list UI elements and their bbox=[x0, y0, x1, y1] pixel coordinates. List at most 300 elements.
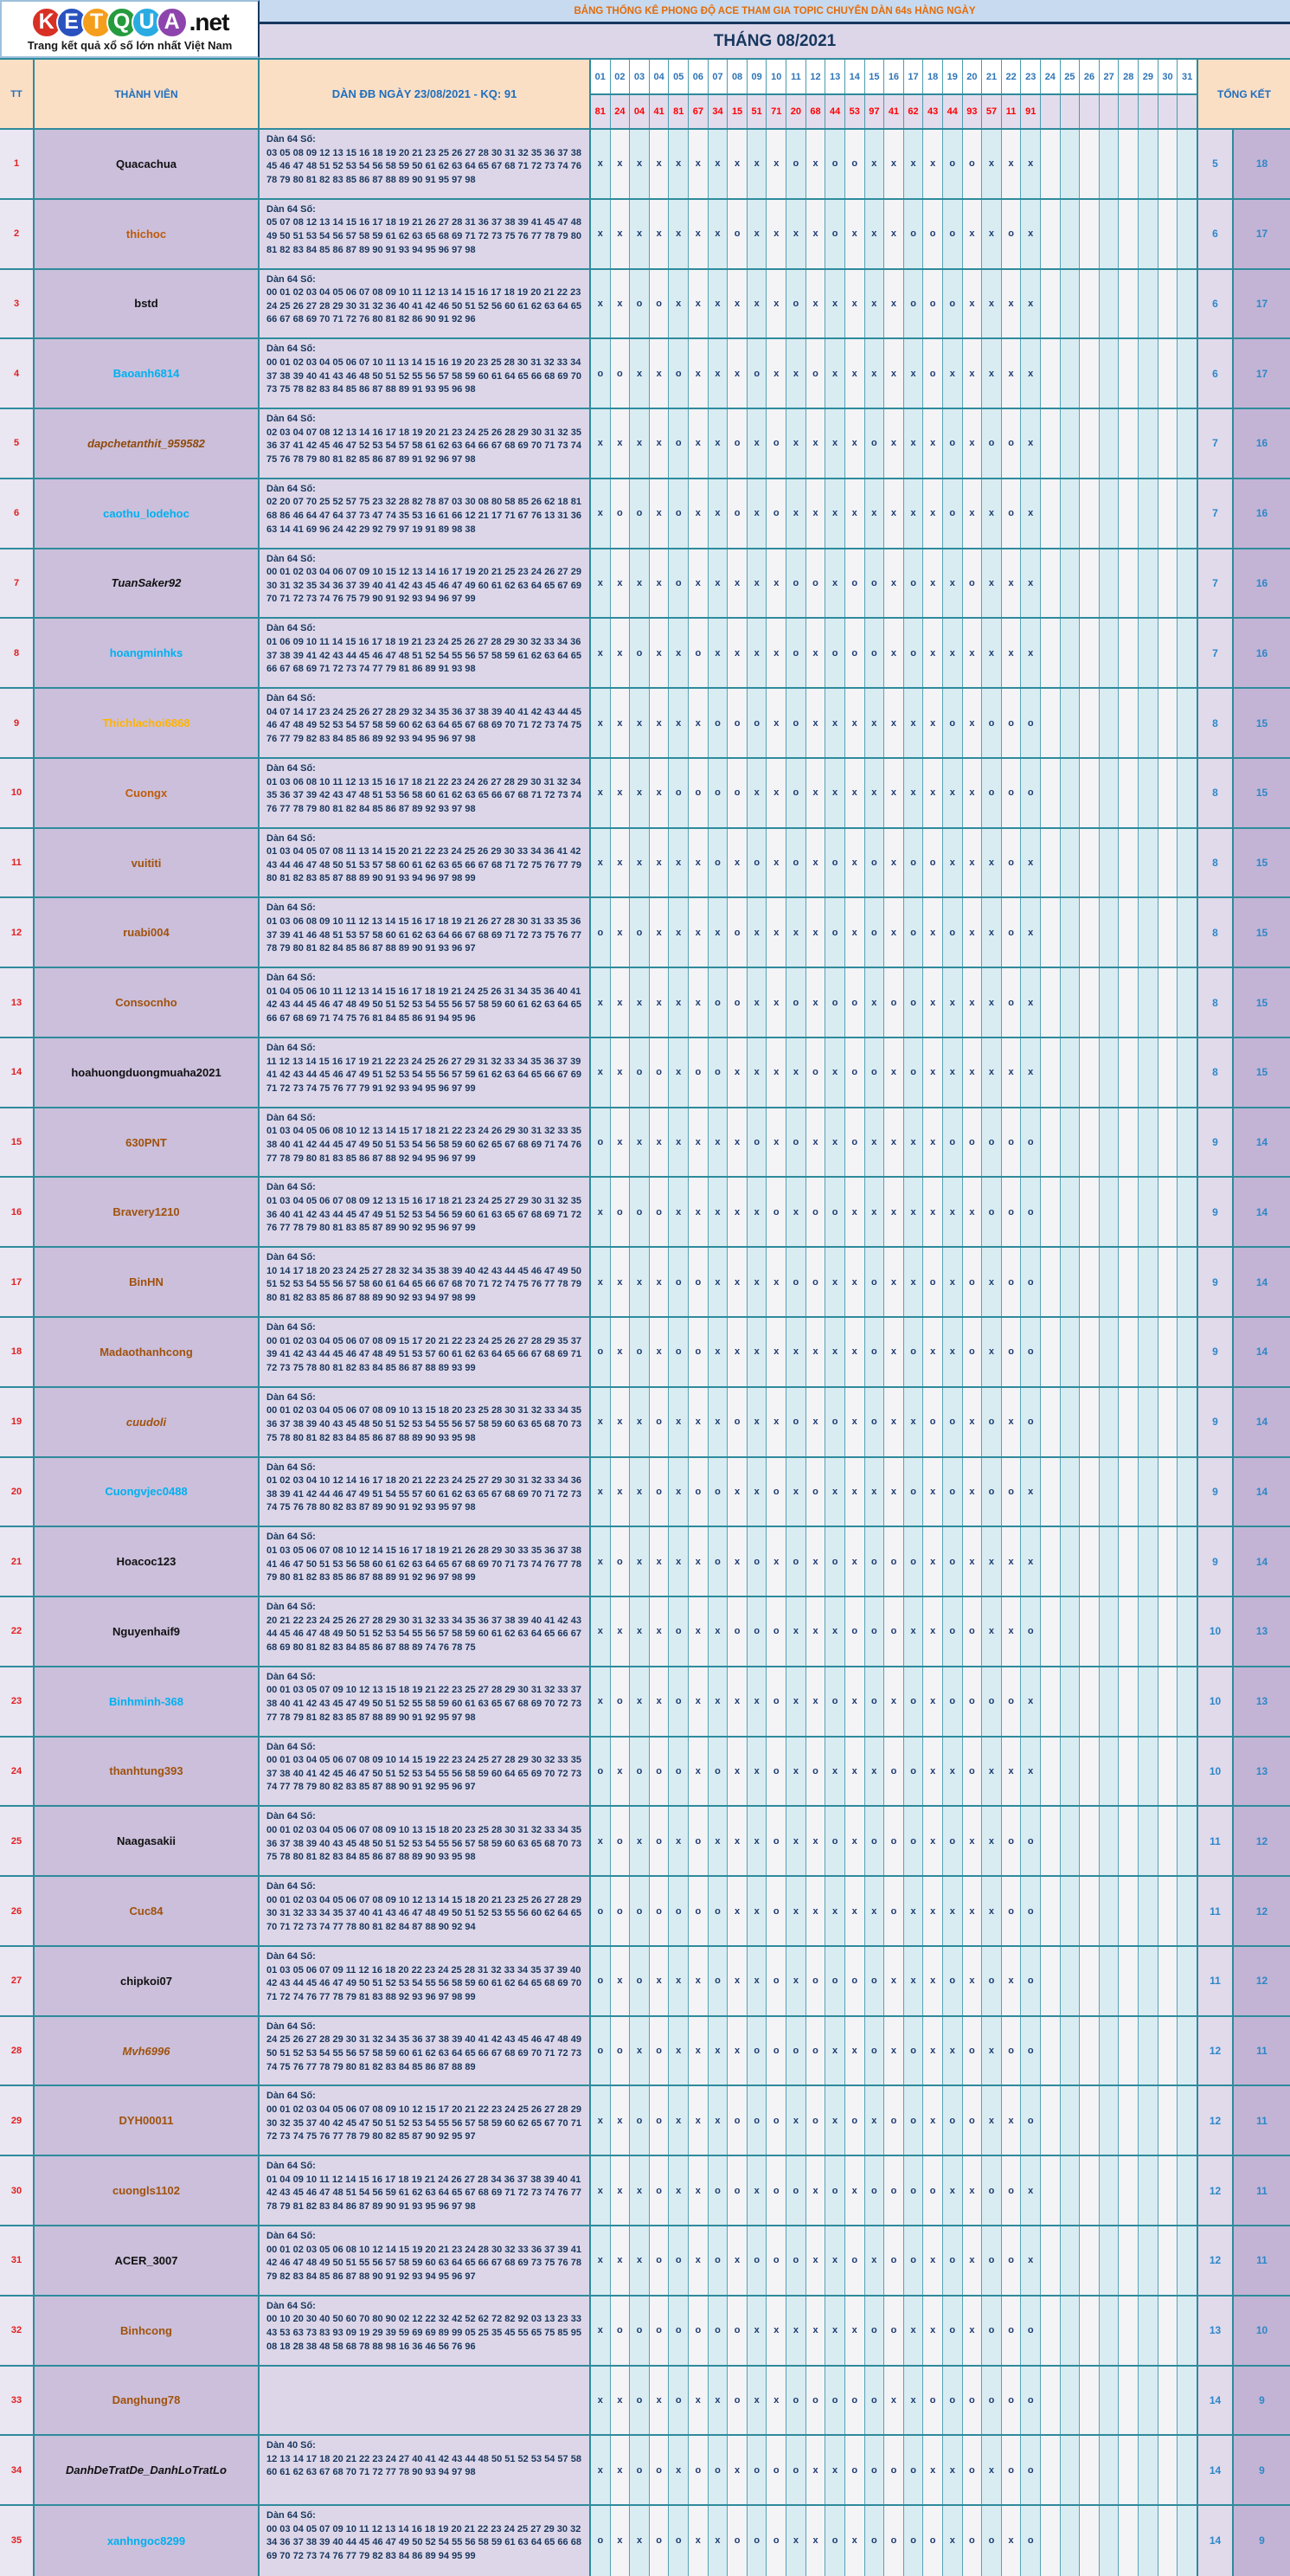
mark-cell: x bbox=[689, 1388, 709, 1456]
mark-cell: x bbox=[650, 1248, 670, 1316]
site-tagline: Trang kết quả xổ số lớn nhất Việt Nam bbox=[27, 38, 233, 52]
mark-cell: o bbox=[591, 1318, 611, 1386]
mark-cell bbox=[1061, 2436, 1081, 2504]
mark-cell: x bbox=[865, 270, 885, 338]
mark-cell: x bbox=[943, 1738, 963, 1806]
mark-cell bbox=[1041, 1318, 1061, 1386]
mark-cell: o bbox=[591, 2506, 611, 2576]
mark-cell: o bbox=[982, 1108, 1002, 1177]
mark-cell bbox=[1041, 619, 1061, 687]
total-hit: 15 bbox=[1234, 898, 1290, 967]
mark-cell: x bbox=[1021, 898, 1041, 967]
mark-cell: x bbox=[884, 1248, 904, 1316]
mark-cell bbox=[1080, 1248, 1100, 1316]
mark-cell: x bbox=[786, 1318, 806, 1386]
mark-cell bbox=[1119, 1388, 1139, 1456]
row-index: 32 bbox=[0, 2297, 35, 2365]
mark-cell: x bbox=[611, 1108, 631, 1177]
mark-cell bbox=[1080, 1738, 1100, 1806]
mark-cell: x bbox=[650, 1667, 670, 1736]
mark-cell: o bbox=[825, 1178, 845, 1246]
mark-cell: x bbox=[982, 829, 1002, 897]
mark-cell: x bbox=[630, 689, 650, 757]
mark-cell: x bbox=[630, 200, 650, 268]
mark-cell: o bbox=[1002, 1877, 1022, 1945]
mark-cell: o bbox=[963, 549, 983, 618]
day-result: 41 bbox=[650, 95, 670, 128]
mark-cell bbox=[1100, 1807, 1120, 1875]
mark-cell bbox=[1100, 898, 1120, 967]
mark-cell bbox=[1041, 1038, 1061, 1107]
mark-cell: o bbox=[650, 270, 670, 338]
mark-cell: x bbox=[709, 130, 728, 198]
table-body bbox=[0, 130, 1290, 2576]
mark-cell: x bbox=[806, 2436, 826, 2504]
mark-cell bbox=[1178, 2017, 1197, 2085]
month-title: THÁNG 08/2021 bbox=[260, 24, 1290, 58]
mark-cell: o bbox=[806, 1738, 826, 1806]
row-index: 35 bbox=[0, 2506, 35, 2576]
mark-cell: o bbox=[904, 968, 924, 1037]
dan-label: Dàn 64 Số: bbox=[266, 1322, 316, 1333]
total-miss: 8 bbox=[1198, 759, 1234, 827]
mark-cell: o bbox=[669, 1877, 689, 1945]
day-result bbox=[1041, 95, 1061, 128]
mark-cell bbox=[1080, 619, 1100, 687]
mark-cell: x bbox=[806, 479, 826, 548]
mark-cell: o bbox=[982, 689, 1002, 757]
dan-cell bbox=[260, 1318, 591, 1386]
mark-cell: o bbox=[669, 1738, 689, 1806]
mark-cell bbox=[1158, 2086, 1178, 2155]
mark-cell bbox=[1178, 2367, 1197, 2435]
mark-cell: x bbox=[689, 898, 709, 967]
mark-cell: x bbox=[1021, 130, 1041, 198]
mark-cell: x bbox=[591, 1178, 611, 1246]
mark-cell: o bbox=[611, 479, 631, 548]
mark-cell: x bbox=[884, 1178, 904, 1246]
table-row bbox=[0, 270, 1290, 340]
day-result: 51 bbox=[748, 95, 767, 128]
mark-cell: o bbox=[748, 829, 767, 897]
mark-cell: o bbox=[982, 1388, 1002, 1456]
mark-cell: x bbox=[806, 1807, 826, 1875]
table-row bbox=[0, 200, 1290, 270]
mark-cell bbox=[1158, 1597, 1178, 1666]
mark-cell: x bbox=[591, 689, 611, 757]
mark-cell: o bbox=[689, 1807, 709, 1875]
mark-cell bbox=[1119, 1458, 1139, 1526]
mark-cell: o bbox=[709, 1877, 728, 1945]
mark-cell: o bbox=[591, 1947, 611, 2015]
mark-cell bbox=[1178, 1108, 1197, 1177]
mark-cell bbox=[1119, 130, 1139, 198]
mark-cell: o bbox=[825, 619, 845, 687]
mark-cell: o bbox=[806, 2367, 826, 2435]
total-hit: 14 bbox=[1234, 1458, 1290, 1526]
total-miss: 8 bbox=[1198, 968, 1234, 1037]
dan-cell bbox=[260, 2017, 591, 2085]
table-row bbox=[0, 1597, 1290, 1667]
mark-cell: x bbox=[611, 2367, 631, 2435]
total-hit: 14 bbox=[1234, 1178, 1290, 1246]
mark-cell: o bbox=[709, 968, 728, 1037]
mark-cell bbox=[1080, 1388, 1100, 1456]
member-name bbox=[35, 1738, 260, 1806]
mark-cell: o bbox=[650, 1738, 670, 1806]
mark-cell: x bbox=[786, 898, 806, 967]
total-miss: 9 bbox=[1198, 1527, 1234, 1596]
mark-cell bbox=[1178, 968, 1197, 1037]
mark-cell bbox=[1139, 2226, 1158, 2295]
dan-cell bbox=[260, 1877, 591, 1945]
row-index: 30 bbox=[0, 2156, 35, 2225]
mark-cell bbox=[1061, 1178, 1081, 1246]
day-marks bbox=[591, 270, 1198, 338]
mark-cell: x bbox=[1021, 270, 1041, 338]
mark-cell bbox=[1061, 1738, 1081, 1806]
dan-numbers: 01 06 09 10 11 14 15 16 17 18 19 21 23 24 25 26 27 28 29 30 32 33 34 36 37 38 39 41 42 43 44 45 46 47 48 51 52 54 55 56 57 58 59 61 62 63 64 65 66 67 68 69 71 72 73 74 77 79 81 86 89 91 93 98 bbox=[266, 636, 581, 675]
row-index: 29 bbox=[0, 2086, 35, 2155]
mark-cell bbox=[1178, 829, 1197, 897]
mark-cell: o bbox=[728, 200, 748, 268]
member-name bbox=[35, 1667, 260, 1736]
mark-cell bbox=[1080, 1527, 1100, 1596]
mark-cell: x bbox=[709, 619, 728, 687]
mark-cell bbox=[1178, 1318, 1197, 1386]
mark-cell: x bbox=[845, 898, 865, 967]
mark-cell: o bbox=[767, 1667, 786, 1736]
mark-cell: x bbox=[689, 1178, 709, 1246]
total-hit: 14 bbox=[1234, 1388, 1290, 1456]
mark-cell: x bbox=[728, 2436, 748, 2504]
mark-cell bbox=[1178, 339, 1197, 408]
mark-cell: x bbox=[943, 549, 963, 618]
mark-cell: x bbox=[669, 270, 689, 338]
mark-cell bbox=[1139, 1947, 1158, 2015]
mark-cell: x bbox=[669, 829, 689, 897]
member-name bbox=[35, 130, 260, 198]
mark-cell: x bbox=[884, 549, 904, 618]
mark-cell: x bbox=[845, 2156, 865, 2225]
mark-cell: x bbox=[884, 689, 904, 757]
day-result bbox=[1100, 95, 1120, 128]
row-index: 34 bbox=[0, 2436, 35, 2504]
member-name-text: Quacachua bbox=[115, 157, 177, 170]
mark-cell: x bbox=[1002, 1038, 1022, 1107]
mark-cell: x bbox=[884, 479, 904, 548]
mark-cell: o bbox=[689, 1318, 709, 1386]
mark-cell: x bbox=[669, 1038, 689, 1107]
mark-cell bbox=[1100, 409, 1120, 478]
mark-cell: x bbox=[689, 2506, 709, 2576]
mark-cell: x bbox=[943, 1248, 963, 1316]
mark-cell bbox=[1119, 2367, 1139, 2435]
mark-cell: x bbox=[591, 1527, 611, 1596]
member-name bbox=[35, 1318, 260, 1386]
day-marks bbox=[591, 759, 1198, 827]
mark-cell: x bbox=[728, 1877, 748, 1945]
mark-cell bbox=[1041, 1108, 1061, 1177]
mark-cell: x bbox=[806, 200, 826, 268]
mark-cell bbox=[1178, 898, 1197, 967]
mark-cell: x bbox=[630, 1248, 650, 1316]
mark-cell: o bbox=[806, 2017, 826, 2085]
mark-cell: o bbox=[865, 1038, 885, 1107]
mark-cell: o bbox=[963, 1318, 983, 1386]
mark-cell: x bbox=[884, 409, 904, 478]
mark-cell: o bbox=[689, 1038, 709, 1107]
day-header: 12 bbox=[806, 60, 826, 93]
table-row bbox=[0, 1807, 1290, 1877]
mark-cell: o bbox=[963, 1667, 983, 1736]
mark-cell: o bbox=[786, 2017, 806, 2085]
mark-cell bbox=[1080, 968, 1100, 1037]
mark-cell: x bbox=[884, 2017, 904, 2085]
mark-cell: o bbox=[904, 619, 924, 687]
mark-cell bbox=[1100, 1178, 1120, 1246]
mark-cell: o bbox=[904, 2086, 924, 2155]
mark-cell: o bbox=[923, 2367, 943, 2435]
day-marks bbox=[591, 1458, 1198, 1526]
mark-cell: x bbox=[884, 898, 904, 967]
mark-cell: x bbox=[591, 200, 611, 268]
mark-cell: x bbox=[689, 1108, 709, 1177]
mark-cell: o bbox=[1002, 1178, 1022, 1246]
dan-cell bbox=[260, 1947, 591, 2015]
mark-cell: x bbox=[709, 270, 728, 338]
mark-cell: x bbox=[611, 1248, 631, 1316]
day-result: 62 bbox=[904, 95, 924, 128]
mark-cell: o bbox=[806, 1458, 826, 1526]
mark-cell bbox=[1119, 1877, 1139, 1945]
mark-cell: x bbox=[786, 2086, 806, 2155]
mark-cell bbox=[1080, 2156, 1100, 2225]
dan-cell bbox=[260, 759, 591, 827]
mark-cell: x bbox=[825, 1038, 845, 1107]
site-logo[interactable] bbox=[0, 0, 260, 58]
day-result: 41 bbox=[884, 95, 904, 128]
logo-letters bbox=[31, 7, 229, 38]
mark-cell bbox=[1080, 898, 1100, 967]
mark-cell: x bbox=[825, 1108, 845, 1177]
mark-cell: o bbox=[709, 1738, 728, 1806]
mark-cell bbox=[1139, 1807, 1158, 1875]
dan-numbers: 00 10 20 30 40 50 60 70 80 90 02 12 22 32 42 52 62 72 82 92 03 13 23 33 43 53 63 73 83 93 09 19 29 39 59 69 69 89 99 05 25 35 45 55 65 75 85 95 08 18 28 38 48 58 68 78 88 98 16 36 46 56 76 96 bbox=[266, 2314, 581, 2352]
mark-cell: o bbox=[904, 1038, 924, 1107]
mark-cell: o bbox=[786, 2226, 806, 2295]
row-index: 7 bbox=[0, 549, 35, 618]
mark-cell: x bbox=[748, 1458, 767, 1526]
day-marks bbox=[591, 1038, 1198, 1107]
member-name-text: ruabi004 bbox=[123, 926, 170, 940]
row-index: 3 bbox=[0, 270, 35, 338]
mark-cell: x bbox=[845, 479, 865, 548]
mark-cell bbox=[1061, 2226, 1081, 2295]
mark-cell bbox=[1158, 829, 1178, 897]
mark-cell: x bbox=[748, 1877, 767, 1945]
mark-cell: x bbox=[786, 1947, 806, 2015]
mark-cell bbox=[1080, 409, 1100, 478]
table-row bbox=[0, 968, 1290, 1038]
mark-cell: x bbox=[884, 1038, 904, 1107]
mark-cell bbox=[1158, 1318, 1178, 1386]
mark-cell: o bbox=[630, 2436, 650, 2504]
mark-cell bbox=[1100, 1947, 1120, 2015]
member-name-text: Cuongvjec0488 bbox=[105, 1485, 188, 1499]
mark-cell bbox=[1119, 2226, 1139, 2295]
dan-numbers: 20 21 22 23 24 25 26 27 28 29 30 31 32 33 34 35 36 37 38 39 40 41 42 43 44 45 46 47 48 49 50 51 52 53 54 55 56 57 58 59 60 61 62 63 64 65 66 67 68 69 80 81 82 83 84 85 86 87 88 89 74 76 78 75 bbox=[266, 1615, 581, 1653]
total-hit: 18 bbox=[1234, 130, 1290, 198]
mark-cell: x bbox=[748, 619, 767, 687]
mark-cell: x bbox=[982, 1527, 1002, 1596]
row-index: 21 bbox=[0, 1527, 35, 1596]
mark-cell: x bbox=[689, 829, 709, 897]
mark-cell: x bbox=[748, 130, 767, 198]
mark-cell: o bbox=[1002, 759, 1022, 827]
mark-cell: x bbox=[709, 2017, 728, 2085]
member-name bbox=[35, 409, 260, 478]
mark-cell: x bbox=[923, 1667, 943, 1736]
mark-cell: o bbox=[786, 2436, 806, 2504]
mark-cell: x bbox=[748, 1947, 767, 2015]
mark-cell bbox=[1100, 339, 1120, 408]
total-hit: 14 bbox=[1234, 1318, 1290, 1386]
mark-cell: x bbox=[806, 689, 826, 757]
mark-cell: x bbox=[865, 1458, 885, 1526]
member-name bbox=[35, 1178, 260, 1246]
dan-label: Dàn 64 Số: bbox=[266, 1252, 316, 1263]
mark-cell: x bbox=[611, 2226, 631, 2295]
mark-cell: x bbox=[884, 759, 904, 827]
mark-cell: o bbox=[767, 2506, 786, 2576]
mark-cell bbox=[1119, 898, 1139, 967]
table-row bbox=[0, 1108, 1290, 1179]
mark-cell bbox=[1139, 130, 1158, 198]
mark-cell: x bbox=[630, 2506, 650, 2576]
mark-cell bbox=[1178, 2086, 1197, 2155]
mark-cell: x bbox=[650, 619, 670, 687]
total-miss: 9 bbox=[1198, 1318, 1234, 1386]
mark-cell: x bbox=[669, 2086, 689, 2155]
mark-cell bbox=[1041, 1738, 1061, 1806]
total-miss: 12 bbox=[1198, 2156, 1234, 2225]
member-name-text: vuititi bbox=[131, 856, 162, 870]
mark-cell: x bbox=[943, 2436, 963, 2504]
dan-numbers: 00 01 03 04 05 06 07 08 09 10 14 15 19 22 23 24 25 27 28 29 30 32 33 35 37 38 40 41 42 45 46 47 50 51 52 53 54 55 56 58 59 60 64 65 69 70 72 73 74 77 78 79 80 82 83 85 87 88 90 91 92 95 96 97 bbox=[266, 1755, 581, 1793]
mark-cell: x bbox=[630, 409, 650, 478]
total-hit: 17 bbox=[1234, 270, 1290, 338]
mark-cell: x bbox=[806, 1108, 826, 1177]
mark-cell: x bbox=[963, 898, 983, 967]
mark-cell: x bbox=[806, 2226, 826, 2295]
day-result: 97 bbox=[865, 95, 885, 128]
mark-cell bbox=[1100, 549, 1120, 618]
member-name bbox=[35, 898, 260, 967]
mark-cell: o bbox=[611, 1877, 631, 1945]
mark-cell: x bbox=[786, 1877, 806, 1945]
day-result: 24 bbox=[611, 95, 631, 128]
mark-cell bbox=[1061, 689, 1081, 757]
mark-cell bbox=[1041, 2297, 1061, 2365]
dan-label: Dàn 64 Số: bbox=[266, 1461, 316, 1473]
mark-cell: x bbox=[825, 1248, 845, 1316]
mark-cell: o bbox=[806, 1178, 826, 1246]
mark-cell: o bbox=[728, 1597, 748, 1666]
total-hit: 15 bbox=[1234, 689, 1290, 757]
mark-cell bbox=[1178, 2226, 1197, 2295]
mark-cell bbox=[1041, 2506, 1061, 2576]
dan-label: Dàn 64 Số: bbox=[266, 1112, 316, 1123]
mark-cell: o bbox=[728, 2506, 748, 2576]
mark-cell: x bbox=[825, 1738, 845, 1806]
mark-cell: x bbox=[689, 1947, 709, 2015]
mark-cell: o bbox=[845, 2086, 865, 2155]
mark-cell: o bbox=[728, 479, 748, 548]
mark-cell: x bbox=[884, 1947, 904, 2015]
mark-cell: o bbox=[963, 2017, 983, 2085]
mark-cell bbox=[1119, 339, 1139, 408]
mark-cell: o bbox=[963, 2086, 983, 2155]
mark-cell: o bbox=[748, 2436, 767, 2504]
logo-letter: T bbox=[81, 7, 112, 38]
mark-cell: x bbox=[884, 1318, 904, 1386]
mark-cell: x bbox=[767, 200, 786, 268]
member-name bbox=[35, 2367, 260, 2435]
mark-cell bbox=[1139, 1877, 1158, 1945]
mark-cell: o bbox=[728, 409, 748, 478]
mark-cell bbox=[1061, 1388, 1081, 1456]
mark-cell bbox=[1158, 200, 1178, 268]
mark-cell bbox=[1041, 1388, 1061, 1456]
table-row bbox=[0, 549, 1290, 620]
mark-cell: x bbox=[786, 479, 806, 548]
day-marks bbox=[591, 1597, 1198, 1666]
table-row bbox=[0, 2226, 1290, 2297]
dan-label: Dàn 64 Số: bbox=[266, 1741, 316, 1752]
total-miss: 8 bbox=[1198, 689, 1234, 757]
mark-cell: x bbox=[669, 200, 689, 268]
mark-cell: x bbox=[786, 200, 806, 268]
mark-cell: o bbox=[904, 270, 924, 338]
day-marks bbox=[591, 2506, 1198, 2576]
mark-cell: x bbox=[806, 829, 826, 897]
mark-cell: o bbox=[1021, 1248, 1041, 1316]
day-header: 20 bbox=[963, 60, 983, 93]
mark-cell: x bbox=[748, 2156, 767, 2225]
member-name bbox=[35, 1038, 260, 1107]
mark-cell: x bbox=[865, 1178, 885, 1246]
mark-cell bbox=[1178, 1038, 1197, 1107]
mark-cell: x bbox=[806, 2156, 826, 2225]
mark-cell: o bbox=[982, 409, 1002, 478]
mark-cell: x bbox=[865, 1877, 885, 1945]
dan-numbers: 04 07 14 17 23 24 25 26 27 28 29 32 34 35 36 37 38 39 40 41 42 43 44 45 46 47 48 49 52 53 54 57 58 59 60 62 63 64 65 67 68 69 70 71 72 73 74 75 76 77 79 82 83 84 85 86 89 92 93 94 95 96 97 98 bbox=[266, 706, 581, 744]
mark-cell: o bbox=[923, 2506, 943, 2576]
mark-cell: o bbox=[709, 2436, 728, 2504]
mark-cell: x bbox=[650, 968, 670, 1037]
member-name-text: hoahuongduongmuaha2021 bbox=[71, 1065, 221, 1079]
mark-cell bbox=[1119, 1318, 1139, 1386]
mark-cell: x bbox=[1021, 339, 1041, 408]
row-index: 6 bbox=[0, 479, 35, 548]
mark-cell: x bbox=[845, 409, 865, 478]
member-name-text: TuanSaker92 bbox=[111, 576, 182, 590]
day-marks bbox=[591, 2436, 1198, 2504]
mark-cell: x bbox=[963, 1527, 983, 1596]
mark-cell bbox=[1178, 409, 1197, 478]
mark-cell bbox=[1178, 479, 1197, 548]
